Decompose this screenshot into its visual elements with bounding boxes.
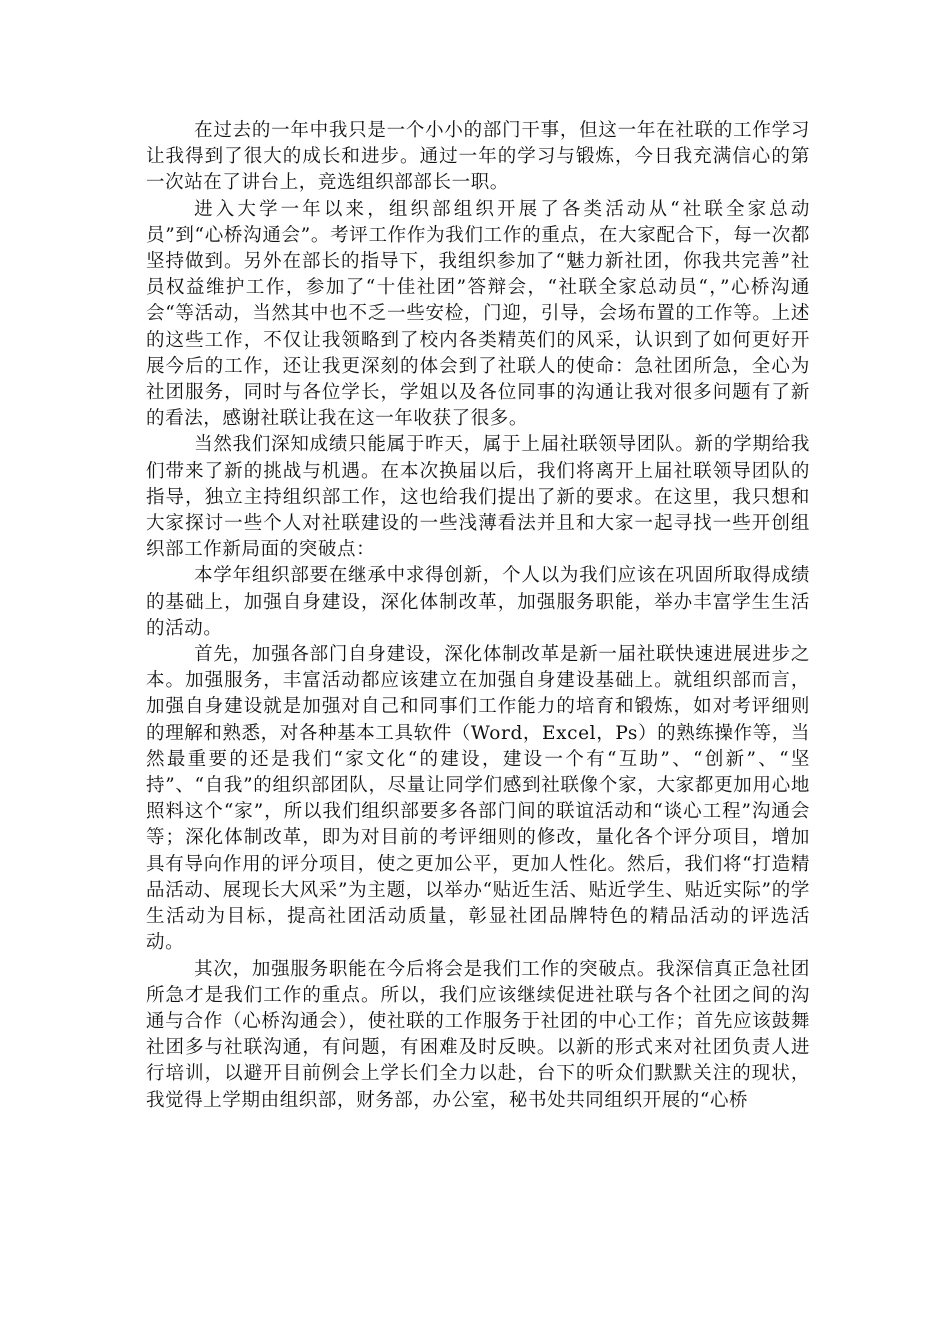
paragraph-2: 进入大学一年以来，组织部组织开展了各类活动从“社联全家总动员”到“心桥沟通会”。考评工作作为我们工作的重点，在大家配合下，每一次都坚持做到。另外在部长的指导下，我组织参加了“魅力新社团，你我共完善”社员权益维护工作，参加了“十佳社团”答辩会，“社联全家总动员“，”心桥沟通会“等活动，当然其中也不乏一些安检，门迎，引导，会场布置的工作等。上述的这些工作，不仅让我领略到了校内各类精英们的风采，认识到了如何更好开展今后的工作，还让我更深刻的体会到了社联人的使命：急社团所急，全心为社团服务，同时与各位学长，学姐以及各位同事的沟通让我对很多问题有了新的看法，感谢社联让我在这一年收获了很多。 bbox=[146, 198, 810, 430]
document-body bbox=[146, 118, 810, 1114]
paragraph-6: 其次，加强服务职能在今后将会是我们工作的突破点。我深信真正急社团所急才是我们工作的重点。所以，我们应该继续促进社联与各个社团之间的沟通与合作（心桥沟通会），使社联的工作服务于社团的中心工作；首先应该鼓舞社团多与社联沟通，有问题，有困难及时反映。以新的形式来对社团负责人进行培训，以避开目前例会上学长们全力以赴，台下的听众们默默关注的现状，我觉得上学期由组织部，财务部，办公室，秘书处共同组织开展的“心桥 bbox=[146, 958, 810, 1111]
paragraph-3: 当然我们深知成绩只能属于昨天，属于上届社联领导团队。新的学期给我们带来了新的挑战与机遇。在本次换届以后，我们将离开上届社联领导团队的指导，独立主持组织部工作，这也给我们提出了新的要求。在这里，我只想和大家探讨一些个人对社联建设的一些浅薄看法并且和大家一起寻找一些开创组织部工作新局面的突破点： bbox=[146, 434, 810, 561]
paragraph-4: 本学年组织部要在继承中求得创新，个人以为我们应该在巩固所取得成绩的基础上，加强自身建设，深化体制改革，加强服务职能，举办丰富学生生活的活动。 bbox=[146, 565, 810, 639]
paragraph-5: 首先，加强各部门自身建设，深化体制改革是新一届社联快速进展进步之本。加强服务，丰富活动都应该建立在加强自身建设基础上。就组织部而言，加强自身建设就是加强对自己和同事们工作能力的培育和锻炼，如对考评细则的理解和熟悉，对各种基本工具软件（Word，Excel，Ps）的熟练操作等，当然最重要的还是我们“家文化“的建设，建设一个有“互助”、“创新”、“坚持”、“自我”的组织部团队，尽量让同学们感到社联像个家，大家都更加用心地照料这个“家”，所以我们组织部要多各部门间的联谊活动和“谈心工程”沟通会等；深化体制改革，即为对目前的考评细则的修改，量化各个评分项目，增加具有导向作用的评分项目，使之更加公平，更加人性化。然后，我们将“打造精品活动、展现长大风采”为主题，以举办“贴近生活、贴近学生、贴近实际”的学生活动为目标，提高社团活动质量，彰显社团品牌特色的精品活动的评选活动。 bbox=[146, 644, 810, 954]
paragraph-1: 在过去的一年中我只是一个小小的部门干事，但这一年在社联的工作学习让我得到了很大的成长和进步。通过一年的学习与锻炼，今日我充满信心的第一次站在了讲台上，竞选组织部部长一职。 bbox=[146, 120, 810, 194]
